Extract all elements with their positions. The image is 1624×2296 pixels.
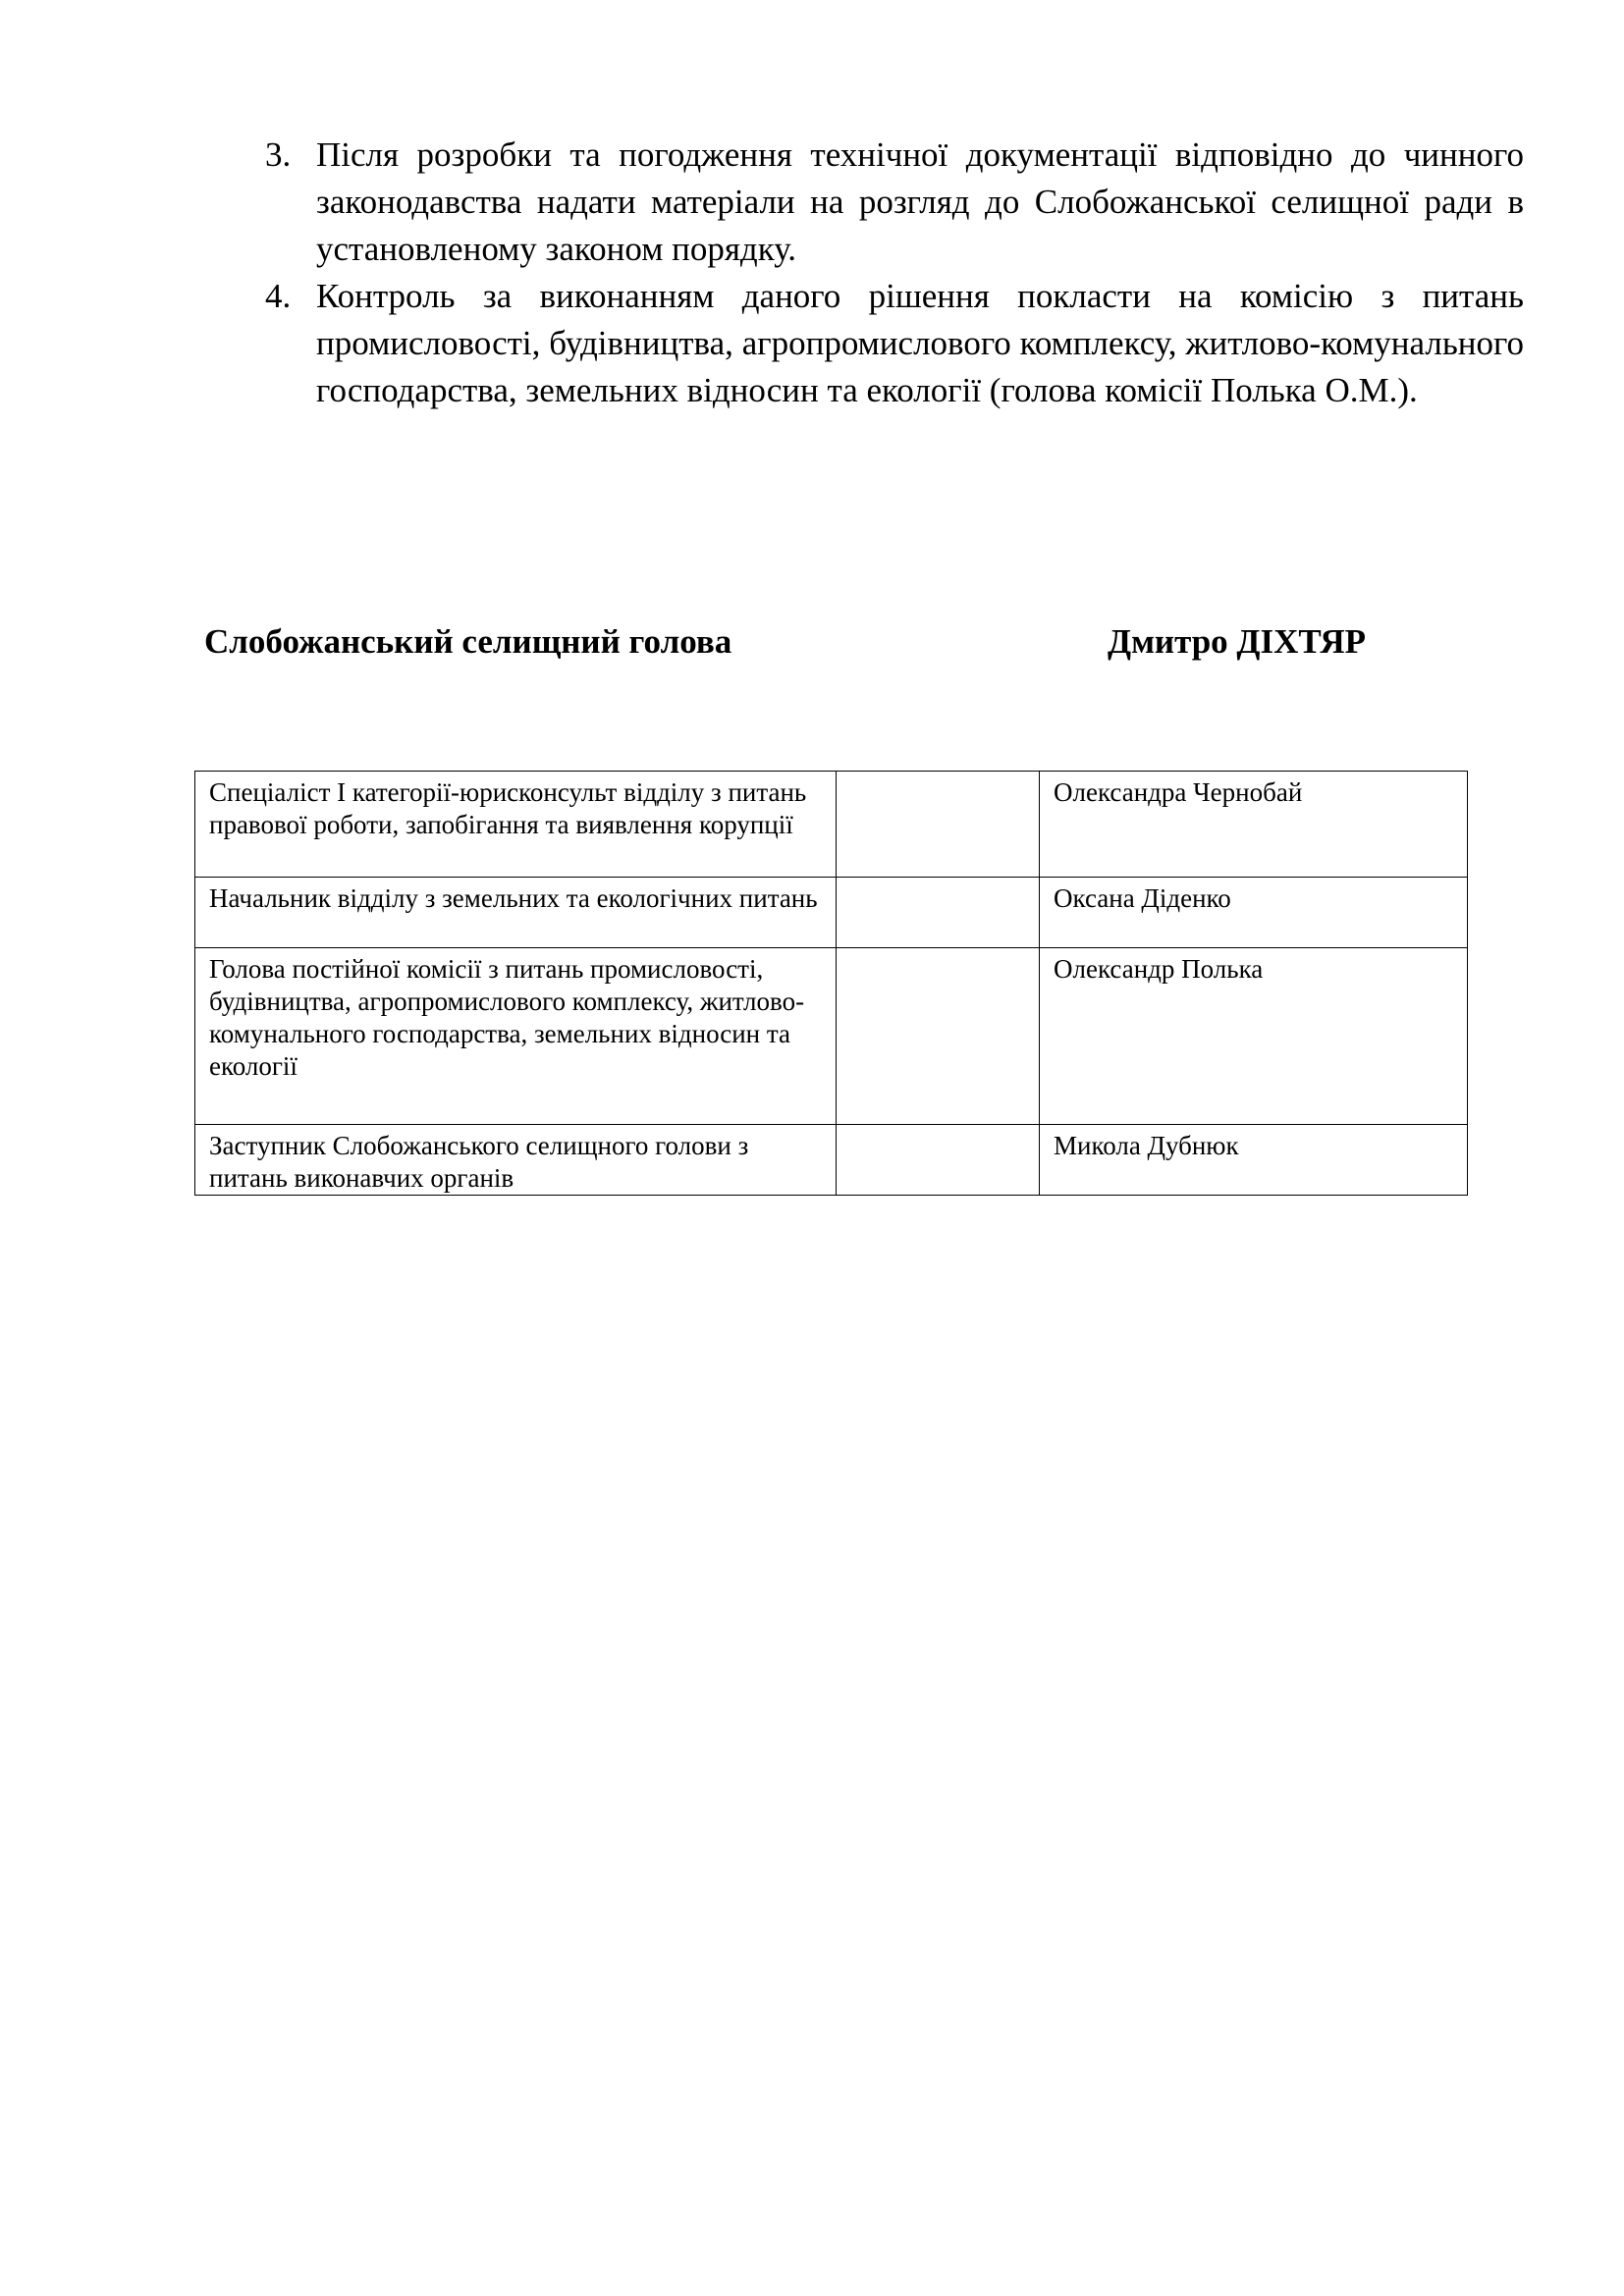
list-item-text: Контроль за виконанням даного рішення покласти на комісію з питань промисловості, будівництва, агропромислового комплексу, житлово-комунального господарства, земельних відносин та екології (голова комісії Полька О.М.). [316,277,1524,409]
signature-cell [837,878,1040,948]
position-cell: Спеціаліст І категорії-юрисконсульт відділу з питань правової роботи, запобігання та виявлення корупції [195,772,837,878]
list-item [265,132,1524,273]
name-cell: Оксана Діденко [1040,878,1468,948]
table-row [195,1125,1468,1196]
list-item-number: 3. [265,135,292,174]
name-cell: Микола Дубнюк [1040,1125,1468,1196]
table-row [195,772,1468,878]
table-row [195,948,1468,1125]
signature-cell [837,1125,1040,1196]
signatory-name: Дмитро ДІХТЯР [1108,622,1367,661]
position-cell: Заступник Слобожанського селищного голови з питань виконавчих органів [195,1125,837,1196]
name-cell: Олександр Полька [1040,948,1468,1125]
name-cell: Олександра Чернобай [1040,772,1468,878]
list-item-number: 4. [265,277,292,315]
signature-cell [837,772,1040,878]
list-item-text: Після розробки та погодження технічної документації відповідно до чинного законодавства надати матеріали на розгляд до Слобожанської селищної ради в установленому законом порядку. [316,135,1524,268]
position-cell: Голова постійної комісії з питань промисловості, будівництва, агропромислового комплексу, житлово-комунального господарства, земельних відносин та екології [195,948,837,1125]
signature-cell [837,948,1040,1125]
list-item [265,273,1524,414]
signatory-title: Слобожанський селищний голова [204,622,732,661]
approval-table [194,771,1468,1196]
position-cell: Начальник відділу з земельних та екологічних питань [195,878,837,948]
table-row [195,878,1468,948]
numbered-list [265,132,1524,414]
